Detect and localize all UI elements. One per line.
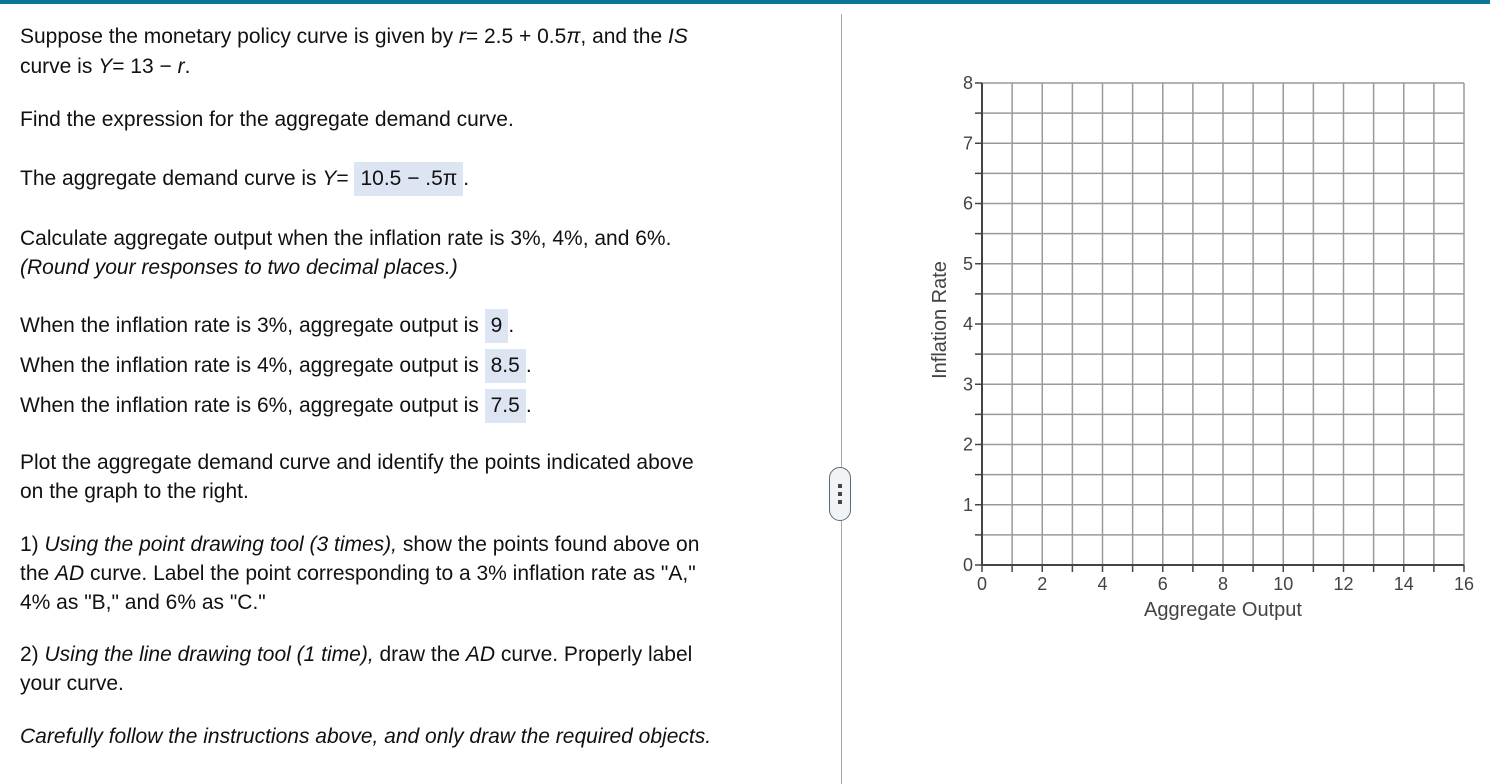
text: The aggregate demand curve is — [20, 167, 323, 190]
ad-answer-field[interactable]: 10.5 − .5π — [354, 162, 463, 196]
step2-line-1 — [20, 640, 692, 669]
text: 2) — [20, 643, 45, 666]
y-tick-label: 3 — [962, 374, 973, 395]
y-tick-label: 8 — [962, 73, 973, 93]
y-tick-label: 2 — [962, 434, 973, 455]
output-row-3pct — [20, 309, 514, 343]
answer-field-4pct[interactable]: 8.5 — [485, 349, 526, 383]
step1-line-3: 4% as "B," and 6% as "C." — [20, 591, 266, 614]
plot-prompt-line-2: on the graph to the right. — [20, 480, 249, 503]
x-tick-label: 16 — [1453, 574, 1475, 594]
graph-area[interactable] — [900, 60, 1490, 645]
plot-prompt-line-1: Plot the aggregate demand curve and identify the points indicated above — [20, 451, 694, 474]
step1-line-1 — [20, 530, 699, 559]
answer-field-3pct[interactable]: 9 — [485, 309, 509, 343]
var-pi: π — [566, 25, 581, 48]
output-row-4pct — [20, 349, 532, 383]
text: = — [336, 167, 355, 190]
text: . — [525, 354, 532, 377]
x-tick-label: 10 — [1273, 574, 1294, 594]
text: . — [184, 55, 191, 78]
find-ad-prompt: Find the expression for the aggregate demand curve. — [20, 108, 514, 131]
var-r: r — [177, 55, 185, 78]
text: = 2.5 + 0.5 — [465, 25, 567, 48]
intro-line-2 — [20, 52, 190, 81]
var-y: Y — [98, 55, 113, 78]
text: Using the line drawing tool (1 time), — [44, 643, 374, 666]
var-is: IS — [667, 25, 688, 48]
panel-divider — [841, 14, 842, 784]
x-tick-label: 0 — [976, 574, 988, 594]
text: Using the point drawing tool (3 times), — [44, 533, 398, 556]
closing-instruction: Carefully follow the instructions above, and only draw the required objects. — [20, 725, 712, 748]
step2-line-2: your curve. — [20, 672, 124, 695]
x-tick-label: 4 — [1097, 574, 1108, 594]
text: , and the — [580, 25, 668, 48]
text: = 13 − — [112, 55, 178, 78]
calc-prompt: Calculate aggregate output when the inflation rate is 3%, 4%, and 6%. — [20, 227, 672, 250]
output-row-6pct — [20, 389, 532, 423]
text: AD — [55, 562, 85, 585]
text: show the points found above on — [397, 533, 700, 556]
y-tick-label: 7 — [962, 133, 973, 154]
ad-answer-line — [20, 162, 469, 196]
text: curve. Label the point corresponding to a 3% inflation rate as "A," — [84, 562, 696, 585]
panel-resize-handle[interactable] — [829, 467, 851, 521]
text: When the inflation rate is 3%, aggregate output is — [20, 314, 485, 337]
y-tick-label: 6 — [962, 193, 973, 214]
text: curve. Properly label — [495, 643, 693, 666]
text: . — [508, 314, 515, 337]
text: When the inflation rate is 4%, aggregate output is — [20, 354, 485, 377]
top-accent-bar — [0, 0, 1490, 4]
step1-line-2 — [20, 559, 696, 588]
text: AD — [465, 643, 496, 666]
y-axis-label: Inflation Rate — [929, 261, 951, 379]
answer-field-6pct[interactable]: 7.5 — [485, 389, 526, 423]
text: the — [20, 562, 56, 585]
x-tick-label: 8 — [1217, 574, 1229, 594]
text: curve is — [20, 55, 99, 78]
text: . — [463, 167, 470, 190]
grip-dot-icon — [838, 492, 842, 496]
intro-line-1 — [20, 22, 688, 51]
grip-dot-icon — [838, 500, 842, 504]
var-y: Y — [322, 167, 337, 190]
x-tick-label: 14 — [1393, 574, 1414, 594]
x-axis-label: Aggregate Output — [1144, 599, 1302, 621]
y-tick-label: 1 — [962, 494, 973, 515]
x-tick-label: 12 — [1333, 574, 1354, 594]
ad-chart-canvas[interactable] — [900, 60, 1490, 640]
x-tick-label: 6 — [1157, 574, 1168, 594]
var-r: r — [458, 25, 466, 48]
y-tick-label: 0 — [962, 555, 973, 575]
x-tick-label: 2 — [1037, 574, 1048, 594]
y-tick-label: 5 — [962, 253, 973, 274]
text: . — [525, 394, 532, 417]
rounding-note: (Round your responses to two decimal places.) — [20, 256, 458, 279]
text: draw the — [373, 643, 466, 666]
text: 1) — [20, 533, 45, 556]
text: When the inflation rate is 6%, aggregate output is — [20, 394, 485, 417]
text: Suppose the monetary policy curve is given by — [20, 25, 459, 48]
y-tick-label: 4 — [962, 314, 973, 334]
grip-dot-icon — [838, 484, 842, 488]
